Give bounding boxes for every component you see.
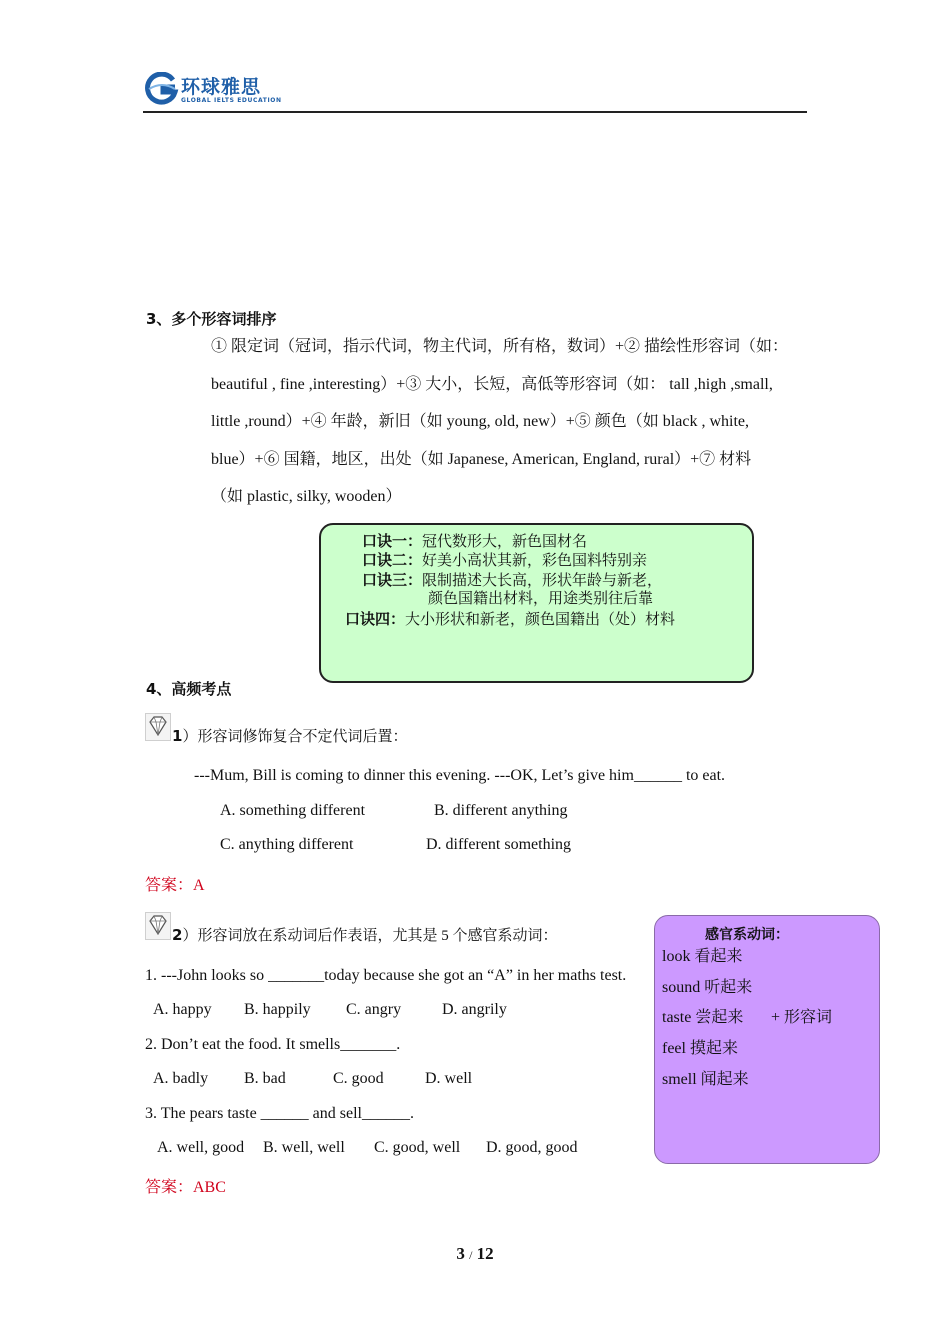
logo-chinese-name: 环球雅思	[181, 76, 262, 98]
mnemonic-text: 颜色国籍出材料，用途类别往后靠	[428, 591, 654, 607]
logo-english-name: GLOBAL IELTS EDUCATION	[181, 97, 282, 104]
question-number: 1	[172, 727, 183, 745]
mnemonic-line	[362, 532, 587, 553]
sense-verb: smell 闻起来	[662, 1071, 749, 1088]
option-c: C. good	[333, 1070, 384, 1087]
option-a: A. badly	[153, 1070, 209, 1087]
brand-logo	[145, 72, 285, 108]
mnemonic-label: 口诀四：	[345, 610, 406, 628]
option-d: D. well	[425, 1070, 473, 1087]
sense-verbs-box	[654, 915, 880, 1164]
option-b: B. bad	[244, 1070, 286, 1087]
page-number	[0, 1244, 950, 1264]
option-b: B. well, well	[263, 1139, 345, 1156]
mnemonic-line	[362, 551, 647, 572]
answer-1: 答案：A	[145, 877, 205, 894]
paragraph-line: little ,round）+④ 年龄，新旧（如 young, old, new）+⑤ 颜色（如 black , white,	[211, 413, 750, 430]
mnemonic-line	[345, 610, 675, 631]
question-number: 2	[172, 926, 183, 944]
mnemonic-text: 好美小高状其新，彩色国料特别亲	[422, 553, 648, 569]
mnemonic-label: 口诀二：	[362, 551, 423, 569]
answer-2: 答案：ABC	[145, 1179, 226, 1196]
paragraph-line: ① 限定词（冠词，指示代词，物主代词，所有格，数词）+② 描绘性形容词（如：	[211, 338, 789, 355]
mnemonic-text: 大小形状和新老，颜色国籍出（处）材料	[405, 612, 676, 628]
sense-note: + 形容词	[771, 1009, 833, 1026]
question-2-heading	[172, 924, 557, 945]
option-a: A. happy	[153, 1001, 212, 1018]
question-2-3-stem: 3. The pears taste ______ and sell______.	[145, 1105, 414, 1122]
mnemonic-label: 口诀一：	[362, 532, 423, 550]
option-a: A. something different	[220, 802, 366, 819]
sense-verb: look 看起来	[662, 948, 743, 965]
paragraph-line: （如 plastic, silky, wooden）	[211, 488, 402, 505]
mnemonic-label: 口诀三：	[362, 571, 423, 589]
option-c: C. anything different	[220, 836, 354, 853]
mnemonic-line	[362, 571, 662, 592]
page-total: 12	[476, 1244, 494, 1263]
mnemonic-text: 冠代数形大，新色国材名	[422, 534, 588, 550]
globe-g-logo-icon	[145, 72, 179, 106]
question-heading-text: ）形容词修饰复合不定代词后置：	[182, 729, 408, 745]
diamond-icon	[145, 912, 171, 940]
question-1-stem: ---Mum, Bill is coming to dinner this evening. ---OK, Let’s give him______ to eat.	[194, 767, 726, 784]
option-d: D. angrily	[442, 1001, 507, 1018]
question-1-heading	[172, 725, 407, 746]
question-2-2-stem: 2. Don’t eat the food. It smells_______.	[145, 1036, 401, 1053]
option-b: B. happily	[244, 1001, 311, 1018]
paragraph-line: beautiful , fine ,interesting）+③ 大小，长短，高低等形容词（如： tall ,high ,small,	[211, 375, 773, 393]
mnemonic-text: 限制描述大长高，形状年龄与新老，	[422, 573, 663, 589]
page-current: 3	[456, 1244, 465, 1263]
header-divider	[143, 111, 807, 113]
option-d: D. good, good	[486, 1139, 578, 1156]
page-separator: /	[469, 1248, 473, 1262]
question-2-1-stem: 1. ---John looks so _______today because she got an “A” in her maths test.	[145, 967, 627, 984]
option-a: A. well, good	[157, 1139, 245, 1156]
section-3-paragraph	[211, 328, 806, 516]
section-3-title: 3、多个形容词排序	[146, 310, 277, 328]
paragraph-line: blue）+⑥ 国籍，地区，出处（如 Japanese, American, England, rural）+⑦ 材料	[211, 450, 752, 468]
sense-verb: sound 听起来	[662, 979, 753, 996]
sense-verbs-title: 感官系动词：	[705, 927, 789, 943]
option-b: B. different anything	[434, 802, 568, 819]
mnemonic-line	[428, 590, 653, 610]
sense-verb: taste 尝起来	[662, 1009, 744, 1026]
question-heading-text: ）形容词放在系动词后作表语，尤其是 5 个感官系动词：	[182, 928, 558, 944]
option-c: C. good, well	[374, 1139, 461, 1156]
sense-verb: feel 摸起来	[662, 1040, 738, 1057]
option-c: C. angry	[346, 1001, 402, 1018]
mnemonic-box	[319, 523, 754, 683]
section-4-title: 4、高频考点	[146, 680, 232, 698]
diamond-icon	[145, 713, 171, 741]
option-d: D. different something	[426, 836, 572, 853]
